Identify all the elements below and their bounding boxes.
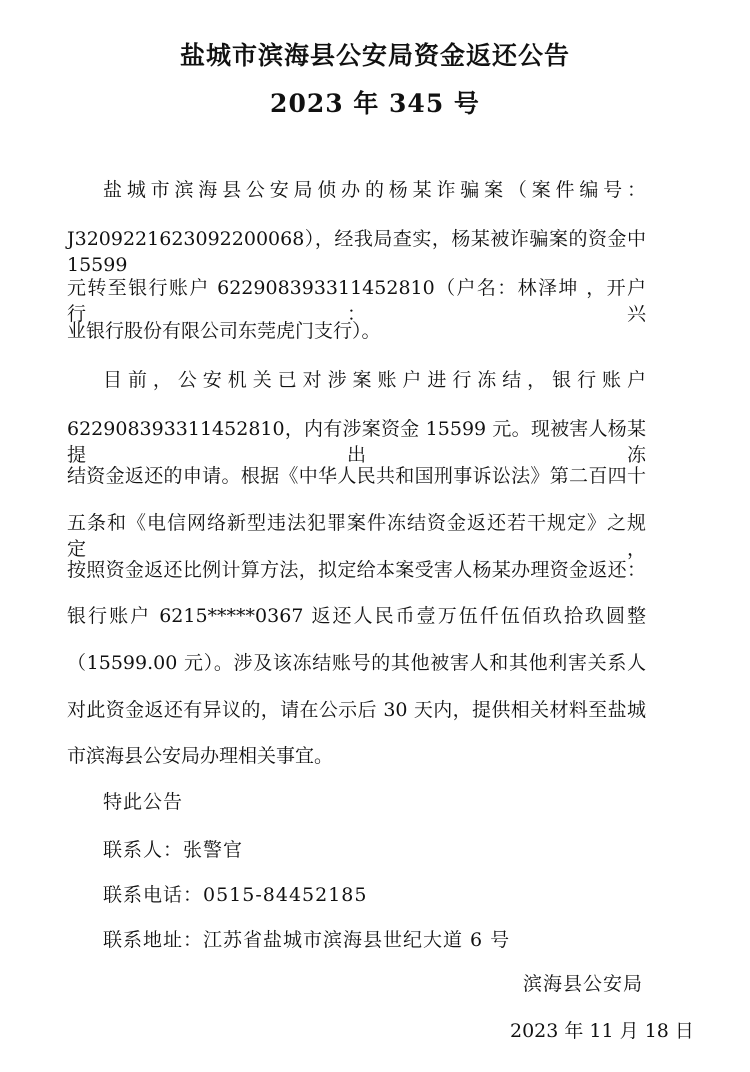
announce-closing: 特此公告 [103, 791, 184, 813]
text-line: 按照资金返还比例计算方法，拟定给本案受害人杨某办理资金返还： [67, 559, 646, 581]
document-title: 盐城市滨海县公安局资金返还公告 [179, 41, 570, 70]
contact-person: 联系人：张警官 [103, 839, 244, 861]
text-line: 业银行股份有限公司东莞虎门支行）。 [67, 320, 381, 342]
contact-address: 联系地址：江苏省盐城市滨海县世纪大道 6 号 [103, 929, 511, 951]
text-line: 银行账户 6215*****0367 返还人民币壹万伍仟伍佰玖拾玖圆整 [67, 605, 646, 627]
contact-phone: 联系电话：0515-84452185 [103, 884, 368, 906]
text-line: 对此资金返还有异议的，请在公示后 30 天内，提供相关材料至盐城 [67, 699, 646, 721]
text-line: 元转至银行账户 622908393311452810（户名：林泽坤 ，开户行：兴 [67, 277, 646, 325]
text-line: 目前，公安机关已对涉案账户进行冻结，银行账户 [103, 369, 646, 391]
issuer-name: 滨海县公安局 [523, 973, 644, 995]
text-line: 结资金返还的申请。根据《中华人民共和国刑事诉讼法》第二百四十 [67, 465, 646, 487]
text-line: 盐城市滨海县公安局侦办的杨某诈骗案（案件编号： [103, 179, 646, 201]
issue-date: 2023 年 11 月 18 日 [510, 1020, 694, 1042]
text-line: （15599.00 元）。涉及该冻结账号的其他被害人和其他利害关系人 [67, 652, 646, 674]
text-line: 五条和《电信网络新型违法犯罪案件冻结资金返还若干规定》之规定， [67, 512, 646, 560]
text-line: J3209221623092200068），经我局查实，杨某被诈骗案的资金中 15599 [67, 228, 646, 276]
document-number: 2023 年 345 号 [270, 89, 480, 118]
text-line: 622908393311452810，内有涉案资金 15599 元。现被害人杨某提出冻 [67, 418, 646, 466]
text-line: 市滨海县公安局办理相关事宜。 [67, 745, 334, 767]
